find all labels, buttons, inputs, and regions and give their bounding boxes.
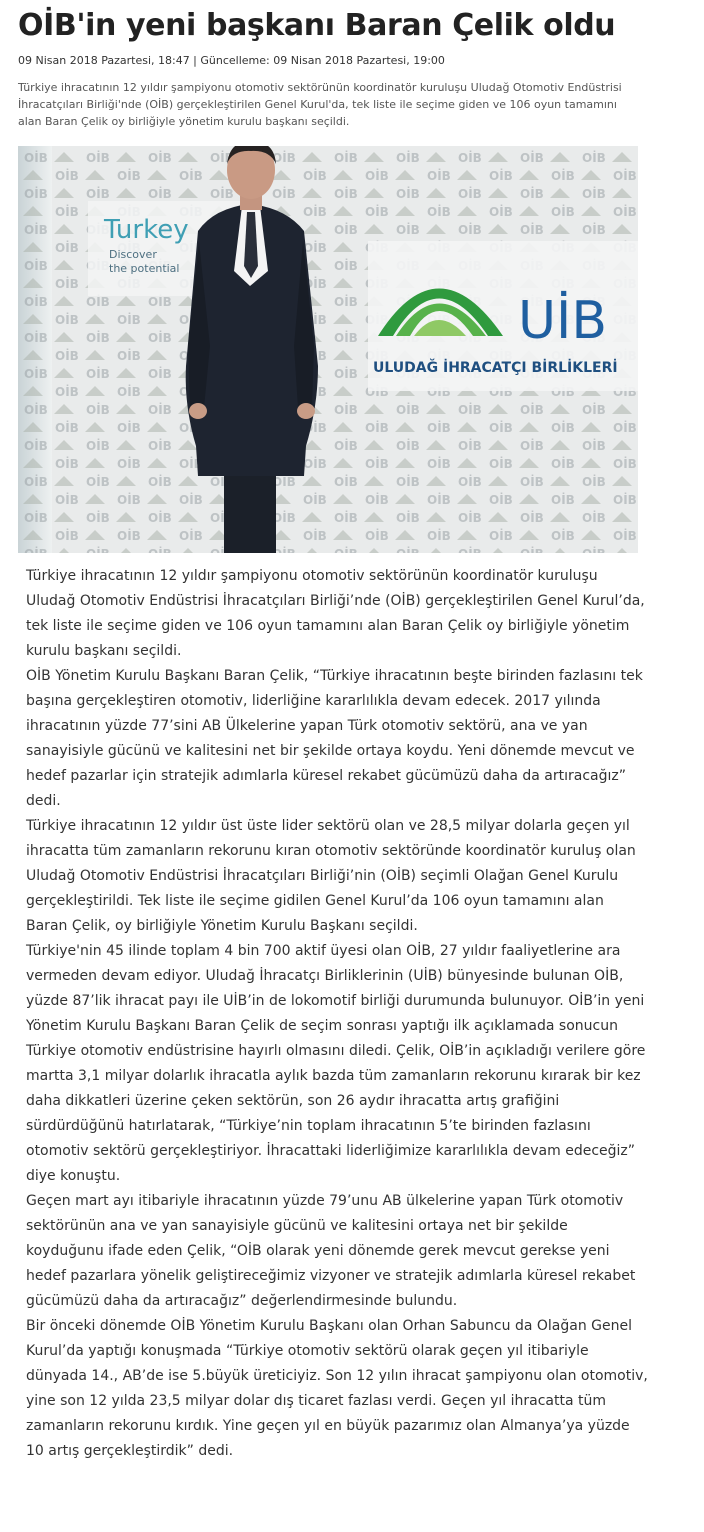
article-body (26, 564, 648, 1464)
article-title: OİB'in yeni başkanı Baran Çelik oldu (18, 8, 616, 43)
article-summary: Türkiye ihracatının 12 yıldır şampiyonu otomotiv sektörünün koordinatör kuruluşu Uludağ Otomotiv Endüstrisi İhracatçıları Birliği'nde (OİB) gerçekleştirilen Genel Kurul'da, tek liste ile seçime giden ve 106 oyun tamamını alan Baran Çelik oy birliğiyle yönetim kurulu başkanı seçildi. (18, 81, 622, 128)
photo-scene (18, 146, 638, 553)
uib-caption: ULUDAĞ İHRACATÇI BİRLİKLERİ (373, 360, 618, 376)
body-paragraph: Türkiye'nin 45 ilinde toplam 4 bin 700 aktif üyesi olan OİB, 27 yıldır faaliyetlerine ara vermeden devam ediyor. Uludağ İhracatçı Birliklerinin (UİB) bünyesinde bulunan OİB, yüzde 87’lik ihracat payı ile UİB’in de lokomotif birliği durumunda bulunuyor. OİB’in yeni Yönetim Kurulu Başkanı Baran Çelik de seçim sonrası yaptığı ilk açıklamada sonucun Türkiye otomotiv endüstrisine hayırlı olmasını diledi. Çelik, OİB’in açıkladığı verilere göre martta 3,1 milyar dolarlık ihracatla aylık bazda tüm zamanların rekorunu kırarak bir kez daha dikkatleri üzerine çeken sektörün, son 26 aydır ihracatta artış grafiğini sürdürdüğünü hatırlatarak, “Türkiye’nin toplam ihracatının 5’te birinden fazlasını otomotiv sektörü gerçekleştiriyor. İhracattaki liderliğimize kararlılıkla devam edeceğiz” diye konuştu. (26, 943, 646, 1184)
article-photo (18, 146, 638, 553)
body-paragraph: Türkiye ihracatının 12 yıldır şampiyonu otomotiv sektörünün koordinatör kuruluşu Uludağ Otomotiv Endüstrisi İhracatçıları Birliği’nde (OİB) gerçekleştirilen Genel Kurul’da, tek liste ile seçime giden ve 106 oyun tamamını alan Baran Çelik oy birliğiyle yönetim kurulu başkanı seçildi. (26, 568, 645, 659)
body-paragraph: Türkiye ihracatının 12 yıldır üst üste lider sektörü olan ve 28,5 milyar dolarla geçen yıl ihracatta tüm zamanların rekorunu kıran otomotiv sektöründe koordinatör kuruluş olan Uludağ Otomotiv Endüstrisi İhracatçıları Birliği’nin (OİB) seçimli Olağan Genel Kurulu gerçekleştirildi. Tek liste ile seçime gidilen Genel Kurul’da 106 oyun tamamını alan Baran Çelik, oy birliğiyle Yönetim Kurulu Başkanı seçildi. (26, 818, 636, 934)
turkey-tagline-1: Discover (109, 248, 157, 261)
turkey-tagline-2: the potential (109, 262, 180, 275)
body-paragraph: OİB Yönetim Kurulu Başkanı Baran Çelik, “Türkiye ihracatının beşte birinden fazlasını tek başına gerçekleştiren otomotiv, liderliğine kararlılıkla devam edecek. 2017 yılında ihracatının yüzde 77’sini AB Ülkelerine yapan Türk otomotiv sektörü, ana ve yan sanayisiyle gücünü ve kalitesini net bir şekilde ortaya koydu. Yeni dönemde mevcut ve hedef pazarlar için stratejik adımlarla küresel rekabet gücümüzü daha da artıracağız” dedi. (26, 668, 643, 809)
turkey-brand: Turkey (104, 215, 189, 245)
body-paragraph: Bir önceki dönemde OİB Yönetim Kurulu Başkanı olan Orhan Sabuncu da Olağan Genel Kurul’da yaptığı konuşmada “Türkiye otomotiv sektörü olarak geçen yıl itibariyle dünyada 14., AB’de ise 5.büyük üreticiyiz. Son 12 yılın ihracat şampiyonu olan otomotiv, yine son 12 yılda 23,5 milyar dolar dış ticaret fazlası verdi. Geçen yıl ihracatta tüm zamanların rekorunu kırdık. Yine geçen yıl en büyük pazarımız olan Almanya’ya yüzde 10 artış gerçekleştirdik” dedi. (26, 1318, 648, 1459)
uib-logo-text: UİB (518, 291, 608, 351)
body-paragraph: Geçen mart ayı itibariyle ihracatının yüzde 79’unu AB ülkelerine yapan Türk otomotiv sektörünün ana ve yan sanayisiyle gücünü ve kalitesini ortaya net bir şekilde koyduğunu ifade eden Çelik, “OİB olarak yeni dönemde gerek mevcut gerekse yeni hedef pazarlara yönelik geliştireceğimiz vizyoner ve stratejik adımlarla küresel rekabet gücümüzü daha da artıracağız” değerlendirmesinde bulundu. (26, 1193, 636, 1309)
article-date-meta: 09 Nisan 2018 Pazartesi, 18:47 | Güncelleme: 09 Nisan 2018 Pazartesi, 19:00 (18, 54, 445, 67)
